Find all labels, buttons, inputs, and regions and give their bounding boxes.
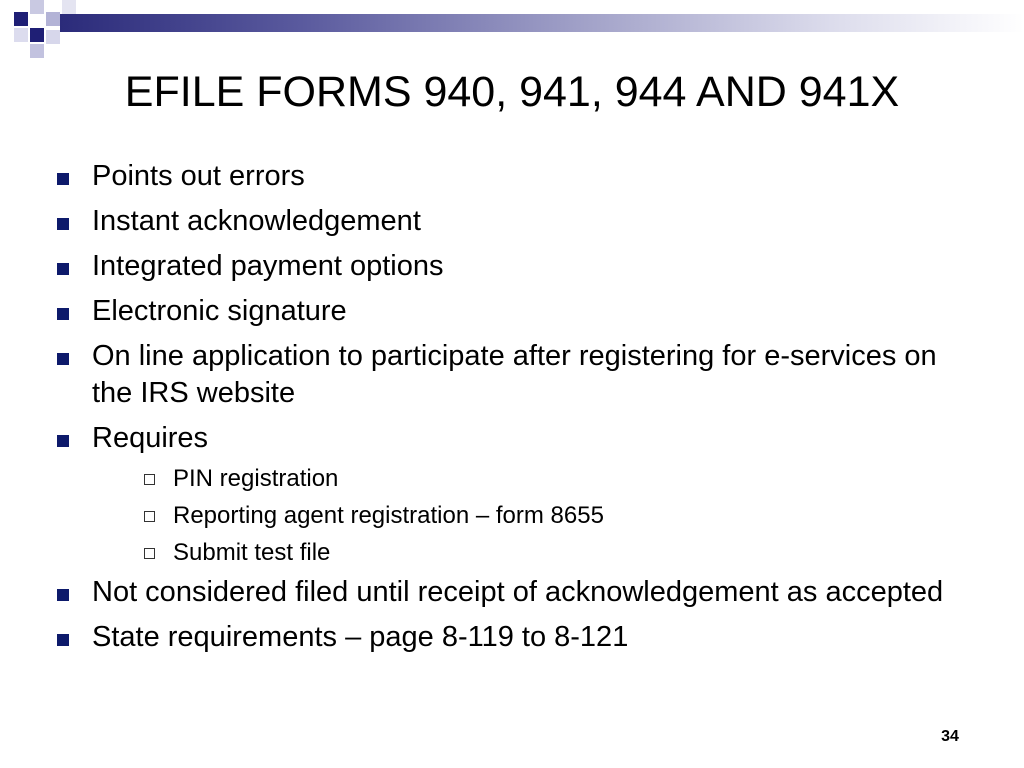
header-gradient-bar	[60, 14, 1024, 32]
list-item: Integrated payment options	[56, 248, 976, 285]
sub-list-item: PIN registration	[92, 464, 976, 494]
sub-bullet-list	[92, 464, 976, 568]
list-item: Electronic signature	[56, 293, 976, 330]
page-number: 34	[941, 728, 959, 745]
deco-square	[30, 44, 44, 58]
list-item: Instant acknowledgement	[56, 203, 976, 240]
deco-square	[62, 0, 76, 14]
square-bullet-icon	[57, 173, 69, 185]
list-item: State requirements – page 8-119 to 8-121	[56, 619, 976, 656]
deco-square	[14, 12, 28, 26]
square-bullet-icon	[57, 308, 69, 320]
hollow-square-bullet-icon	[144, 548, 155, 559]
sub-list-item: Reporting agent registration – form 8655	[92, 501, 976, 531]
square-bullet-icon	[57, 353, 69, 365]
square-bullet-icon	[57, 435, 69, 447]
deco-square	[30, 28, 44, 42]
square-bullet-icon	[57, 589, 69, 601]
deco-square	[46, 30, 60, 44]
square-bullet-icon	[57, 634, 69, 646]
sub-list-item: Submit test file	[92, 538, 976, 568]
deco-square	[14, 28, 28, 42]
square-bullet-icon	[57, 263, 69, 275]
list-item: On line application to participate after registering for e-services on the IRS website	[56, 338, 976, 412]
list-item: Requires PIN registration Reporting agent registration – form 8655 Submit test file	[56, 420, 976, 568]
square-bullet-icon	[57, 218, 69, 230]
hollow-square-bullet-icon	[144, 474, 155, 485]
slide-content	[56, 158, 976, 664]
deco-square	[46, 12, 60, 26]
list-item: Not considered filed until receipt of acknowledgement as accepted	[56, 574, 976, 611]
bullet-list	[56, 158, 976, 656]
deco-square	[30, 0, 44, 14]
slide-title: EFILE FORMS 940, 941, 944 AND 941X	[124, 68, 900, 116]
list-item: Points out errors	[56, 158, 976, 195]
hollow-square-bullet-icon	[144, 511, 155, 522]
